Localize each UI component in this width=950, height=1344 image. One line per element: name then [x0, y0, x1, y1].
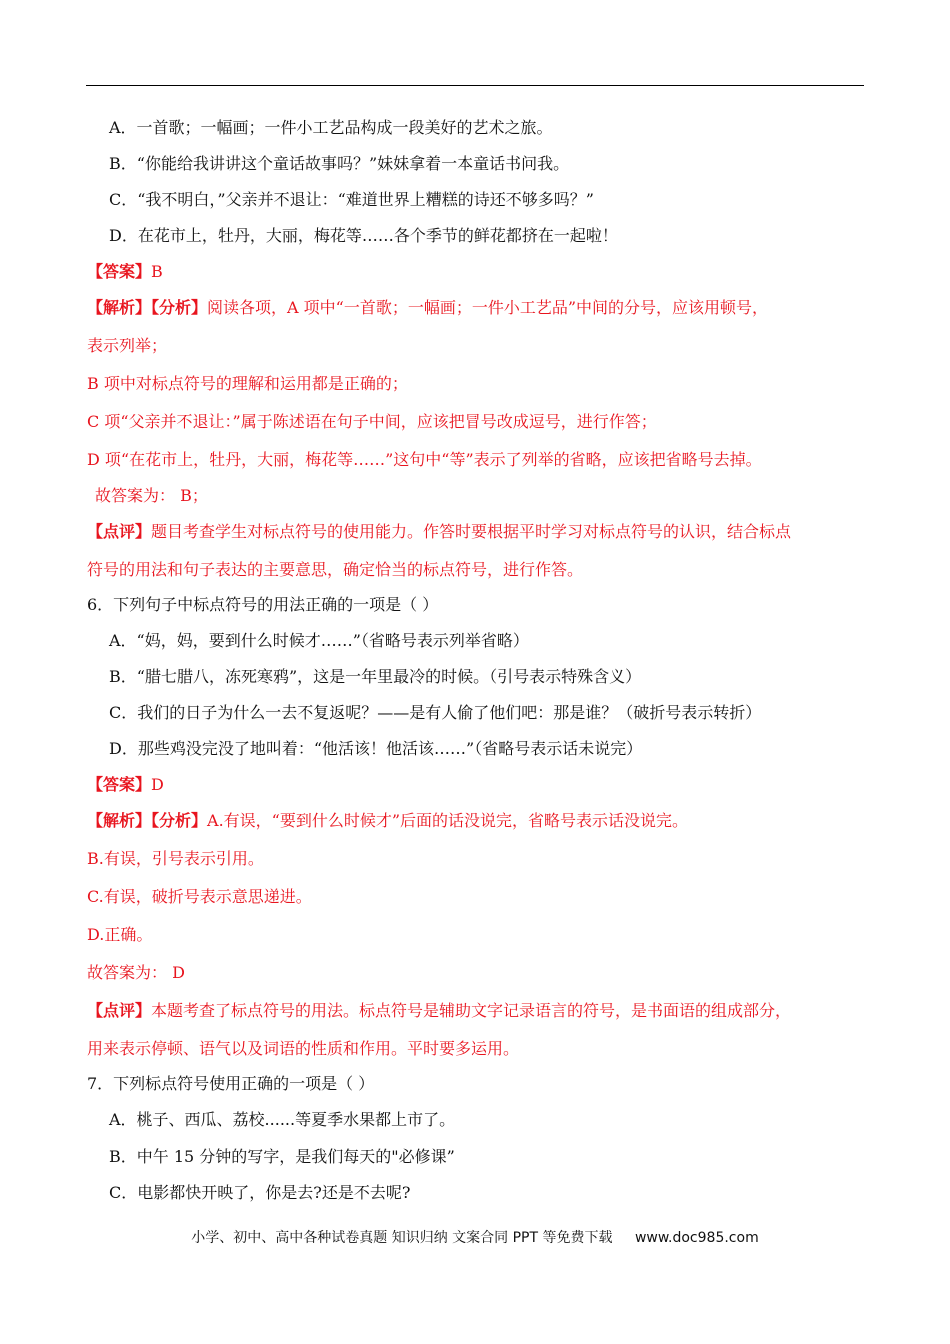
option-c: C．电影都快开映了，你是去?还是不去呢? — [109, 1183, 411, 1202]
option-c: C．我们的日子为什么一去不复返呢？——是有人偷了他们吧：那是谁？（破折号表示转折） — [109, 703, 762, 722]
footer-text: 小学、初中、高中各种试卷真题 知识归纳 文案合同 PPT 等免费下载 — [191, 1230, 613, 1246]
analysis-text: C 项“父亲并不退让：”属于陈述语在句子中间，应该把冒号改成逗号，进行作答； — [87, 412, 657, 431]
analysis-line: 【解析】【分析】A.有误，“要到什么时候才”后面的话没说完，省略号表示话没说完。 — [87, 811, 689, 830]
analysis-tag: 【解析】【分析】 — [87, 811, 208, 830]
final-answer: 故答案为： B； — [95, 486, 208, 505]
analysis-text: C.有误，破折号表示意思递进。 — [87, 887, 312, 906]
option-c: C．“我不明白，”父亲并不退让：“难道世界上糟糕的诗还不够多吗？” — [109, 190, 594, 209]
question-6: 6．下列句子中标点符号的用法正确的一项是（ ） — [87, 595, 439, 614]
option-d: D．在花市上，牡丹，大丽，梅花等……各个季节的鲜花都挤在一起啦！ — [109, 226, 618, 245]
answer-tag: 【答案】 — [87, 262, 152, 281]
final-answer: 故答案为： D — [87, 963, 185, 982]
comment-tag: 【点评】 — [87, 522, 152, 541]
answer-line: 【答案】D — [87, 775, 164, 794]
comment-text: 符号的用法和句子表达的主要意思，确定恰当的标点符号，进行作答。 — [87, 560, 584, 579]
question-7: 7．下列标点符号使用正确的一项是（ ） — [87, 1074, 375, 1093]
analysis-text: B 项中对标点符号的理解和运用都是正确的； — [87, 374, 408, 393]
option-a: A．“妈，妈，要到什么时候才……”（省略号表示列举省略） — [109, 631, 529, 650]
page-footer — [0, 1227, 950, 1247]
comment-text: 用来表示停顿、语气以及词语的性质和作用。平时要多运用。 — [87, 1039, 520, 1058]
header-rule — [86, 85, 864, 86]
comment-line: 【点评】题目考查学生对标点符号的使用能力。作答时要根据平时学习对标点符号的认识，结合标点 — [87, 522, 792, 541]
option-d: D．那些鸡没完没了地叫着：“他活该！他活该……”（省略号表示话未说完） — [109, 739, 643, 758]
analysis-text: D.正确。 — [87, 925, 153, 944]
option-b: B．“你能给我讲讲这个童话故事吗？”妹妹拿着一本童话书问我。 — [109, 154, 570, 173]
option-b: B．“腊七腊八，冻死寒鸦”，这是一年里最冷的时候。（引号表示特殊含义） — [109, 667, 642, 686]
analysis-line: 【解析】【分析】阅读各项，A 项中“一首歌；一幅画；一件小工艺品”中间的分号，应该用顿号， — [87, 298, 769, 317]
option-a: A．一首歌；一幅画；一件小工艺品构成一段美好的艺术之旅。 — [109, 118, 553, 137]
analysis-text: D 项“在花市上，牡丹，大丽，梅花等……”这句中“等”表示了列举的省略，应该把省略号去掉。 — [87, 450, 762, 469]
comment-line: 【点评】本题考查了标点符号的用法。标点符号是辅助文字记录语言的符号，是书面语的组成部分， — [87, 1001, 792, 1020]
answer-line: 【答案】B — [87, 262, 163, 281]
option-b: B．中午 15 分钟的写字，是我们每天的"必修课” — [109, 1147, 455, 1166]
analysis-text: B.有误，引号表示引用。 — [87, 849, 264, 868]
analysis-text: 表示列举； — [87, 336, 168, 355]
comment-tag: 【点评】 — [87, 1001, 152, 1020]
footer-link[interactable]: www.doc985.com — [634, 1230, 759, 1246]
option-a: A．桃子、西瓜、荔校......等夏季水果都上市了。 — [109, 1110, 456, 1129]
answer-tag: 【答案】 — [87, 775, 152, 794]
analysis-tag: 【解析】【分析】 — [87, 298, 208, 317]
